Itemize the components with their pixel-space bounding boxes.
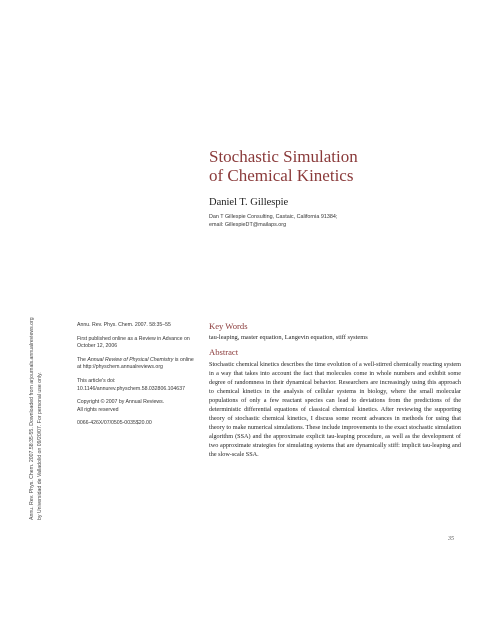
- article-title-line2: of Chemical Kinetics: [209, 166, 354, 185]
- issn: 0066-426X/07/0505-0035$20.00: [77, 420, 152, 427]
- affiliation-address: Dan T Gillespie Consulting, Castaic, California 91384;: [209, 214, 338, 220]
- journal-online: [77, 357, 199, 372]
- copyright: Copyright © 2007 by Annual Reviews.: [77, 399, 165, 406]
- abstract-text: Stochastic chemical kinetics describes the time evolution of a well-stirred chemically reacting system in a way that takes into account the fact that molecules come in whole numbers and exhibit some degree of randomness in their dynamical behavior. Researchers are increasingly using this approach to chemical kinetics in the analysis of cellular systems in biology, where the small molecular populations of only a few reactant species can lead to deviations from the predictions of the deterministic differential equations of classical chemical kinetics. After reviewing the supporting theory of stochastic chemical kinetics, I discuss some recent advances in methods for using that theory to make numerical simulations. These include improvements to the exact stochastic simulation algorithm (SSA) and the approximate explicit tau-leaping procedure, as well as the development of two approximate strategies for simulating systems that are dynamically stiff: implicit tau-leaping and the slow-scale SSA.: [209, 361, 461, 459]
- article-title-line1: Stochastic Simulation: [209, 147, 358, 166]
- affiliation-email: email: GillespieDT@mailaps.org: [209, 222, 287, 228]
- article-title: [209, 147, 459, 185]
- download-notice-line2: by Universidad de Valladolid on 09/20/07. For personal use only.: [37, 372, 43, 520]
- page-number: 35: [448, 536, 454, 542]
- article-metadata: [77, 322, 199, 434]
- keywords-text: tau-leaping, master equation, Langevin equation, stiff systems: [209, 334, 368, 341]
- download-notice-line1: Annu. Rev. Phys. Chem. 2007.58:35-55. Downloaded from arjournals.annualreviews.org: [29, 317, 35, 520]
- author-affiliation: [209, 213, 459, 229]
- journal-name: Annual Review of Physical Chemistry: [87, 356, 174, 363]
- author-name: Daniel T. Gillespie: [209, 197, 289, 208]
- copyright-block: [77, 399, 199, 414]
- journal-suffix: is online at http://physchem.annualreviews.org: [77, 356, 194, 371]
- doi-label: This article's doi:: [77, 377, 116, 384]
- download-notice: [28, 190, 52, 520]
- rights: All rights reserved: [77, 406, 119, 413]
- journal-prefix: The: [77, 356, 88, 363]
- citation: Annu. Rev. Phys. Chem. 2007. 58:35–55: [77, 322, 171, 328]
- keywords-heading: Key Words: [209, 321, 248, 331]
- abstract-heading: Abstract: [209, 347, 239, 357]
- first-published: First published online as a Review in Advance on October 12, 2006: [77, 335, 190, 350]
- doi: 10.1146/annurev.physchem.58.032806.104637: [77, 385, 185, 392]
- doi-block: [77, 378, 199, 393]
